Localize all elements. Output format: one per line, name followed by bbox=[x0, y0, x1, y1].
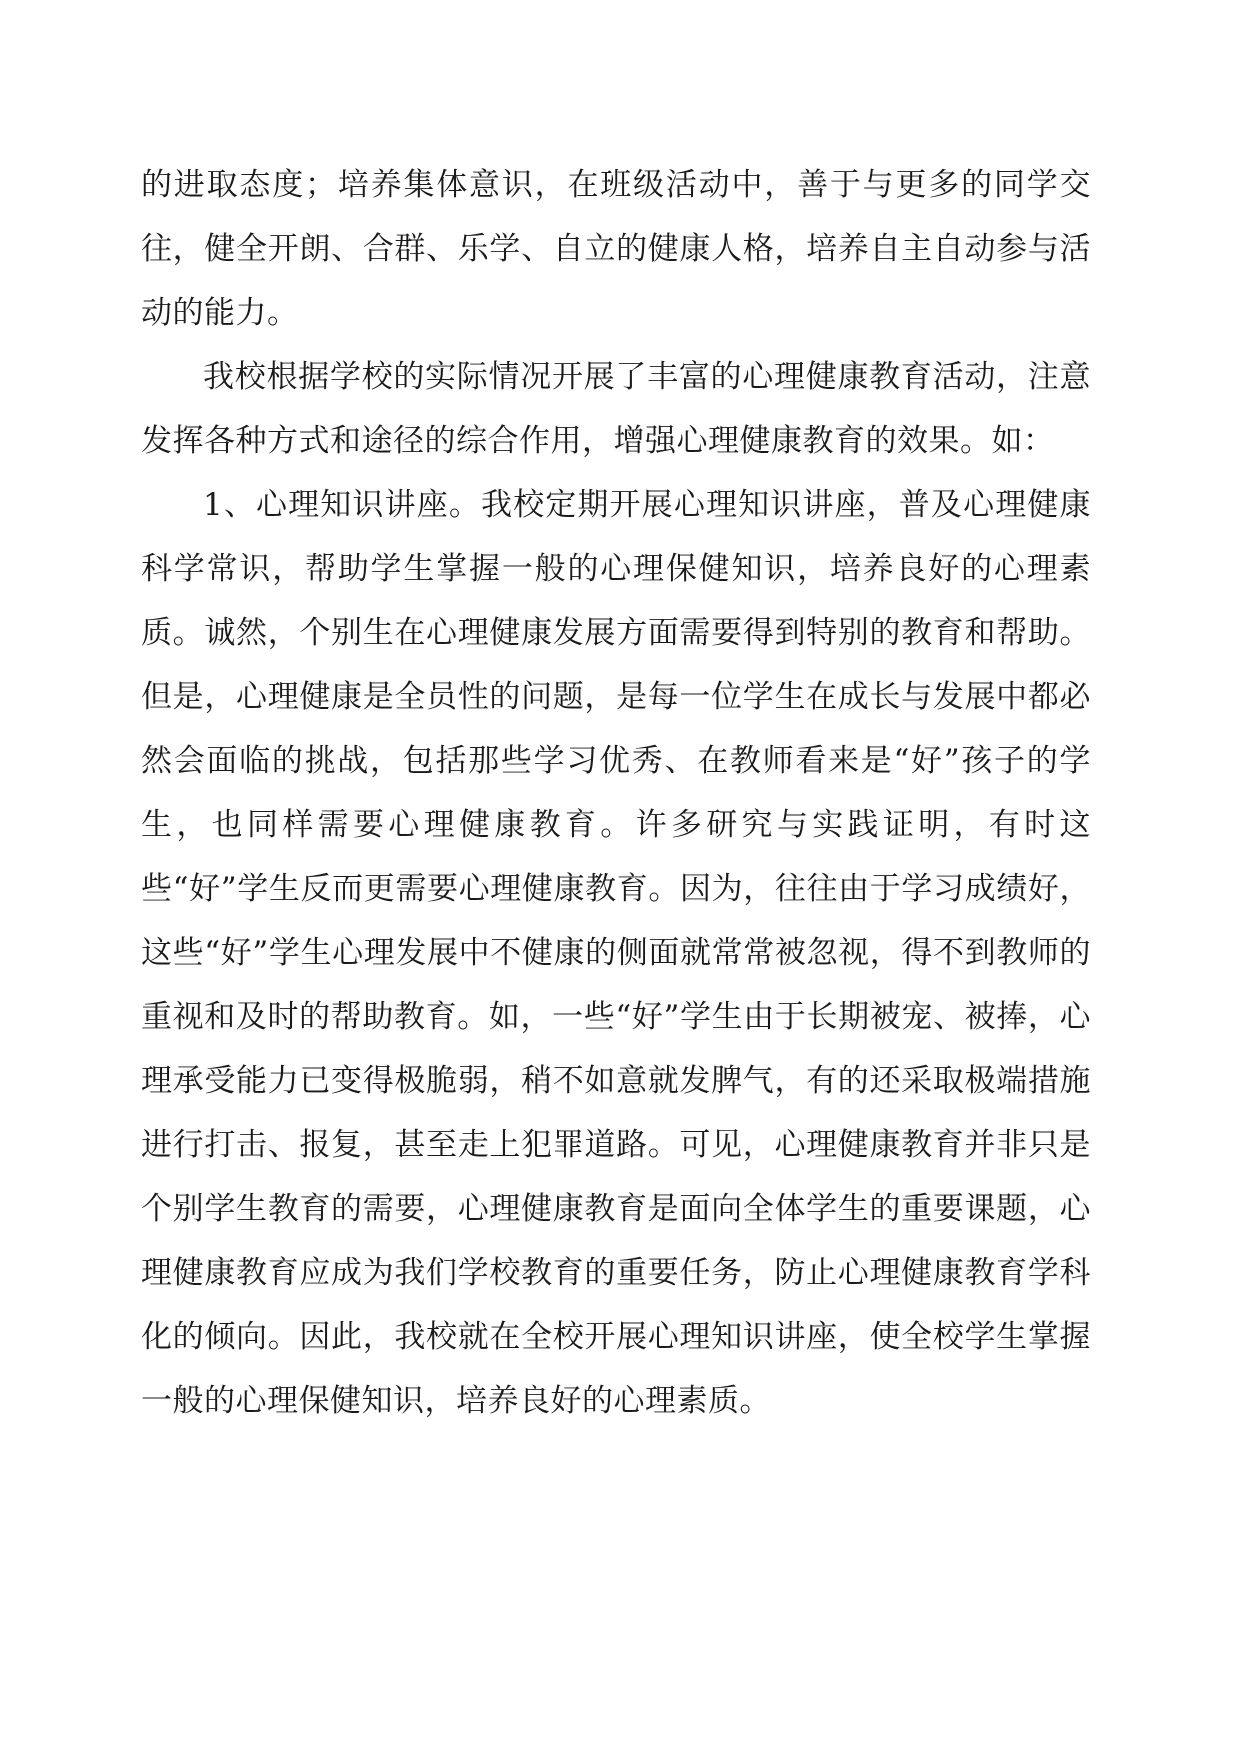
document-body bbox=[141, 153, 1091, 1433]
paragraph-activities-intro: 我校根据学校的实际情况开展了丰富的心理健康教育活动，注意发挥各种方式和途径的综合作用，增强心理健康教育的效果。如： bbox=[141, 359, 1091, 459]
paragraph-lecture: 1、心理知识讲座。我校定期开展心理知识讲座，普及心理健康科学常识，帮助学生掌握一般的心理保健知识，培养良好的心理素质。诚然，个别生在心理健康发展方面需要得到特别的教育和帮助。但是，心理健康是全员性的问题，是每一位学生在成长与发展中都必然会面临的挑战，包括那些学习优秀、在教师看来是“好”孩子的学生，也同样需要心理健康教育。许多研究与实践证明，有时这些“好”学生反而更需要心理健康教育。因为，往往由于学习成绩好，这些“好”学生心理发展中不健康的侧面就常常被忽视，得不到教师的重视和及时的帮助教育。如，一些“好”学生由于长期被宠、被捧，心理承受能力已变得极脆弱，稍不如意就发脾气，有的还采取极端措施进行打击、报复，甚至走上犯罪道路。可见，心理健康教育并非只是个别学生教育的需要，心理健康教育是面向全体学生的重要课题，心理健康教育应成为我们学校教育的重要任务，防止心理健康教育学科化的倾向。因此，我校就在全校开展心理知识讲座，使全校学生掌握一般的心理保健知识，培养良好的心理素质。 bbox=[141, 487, 1091, 1419]
paragraph-continuation: 的进取态度；培养集体意识，在班级活动中，善于与更多的同学交往，健全开朗、合群、乐学、自立的健康人格，培养自主自动参与活动的能力。 bbox=[141, 167, 1091, 331]
